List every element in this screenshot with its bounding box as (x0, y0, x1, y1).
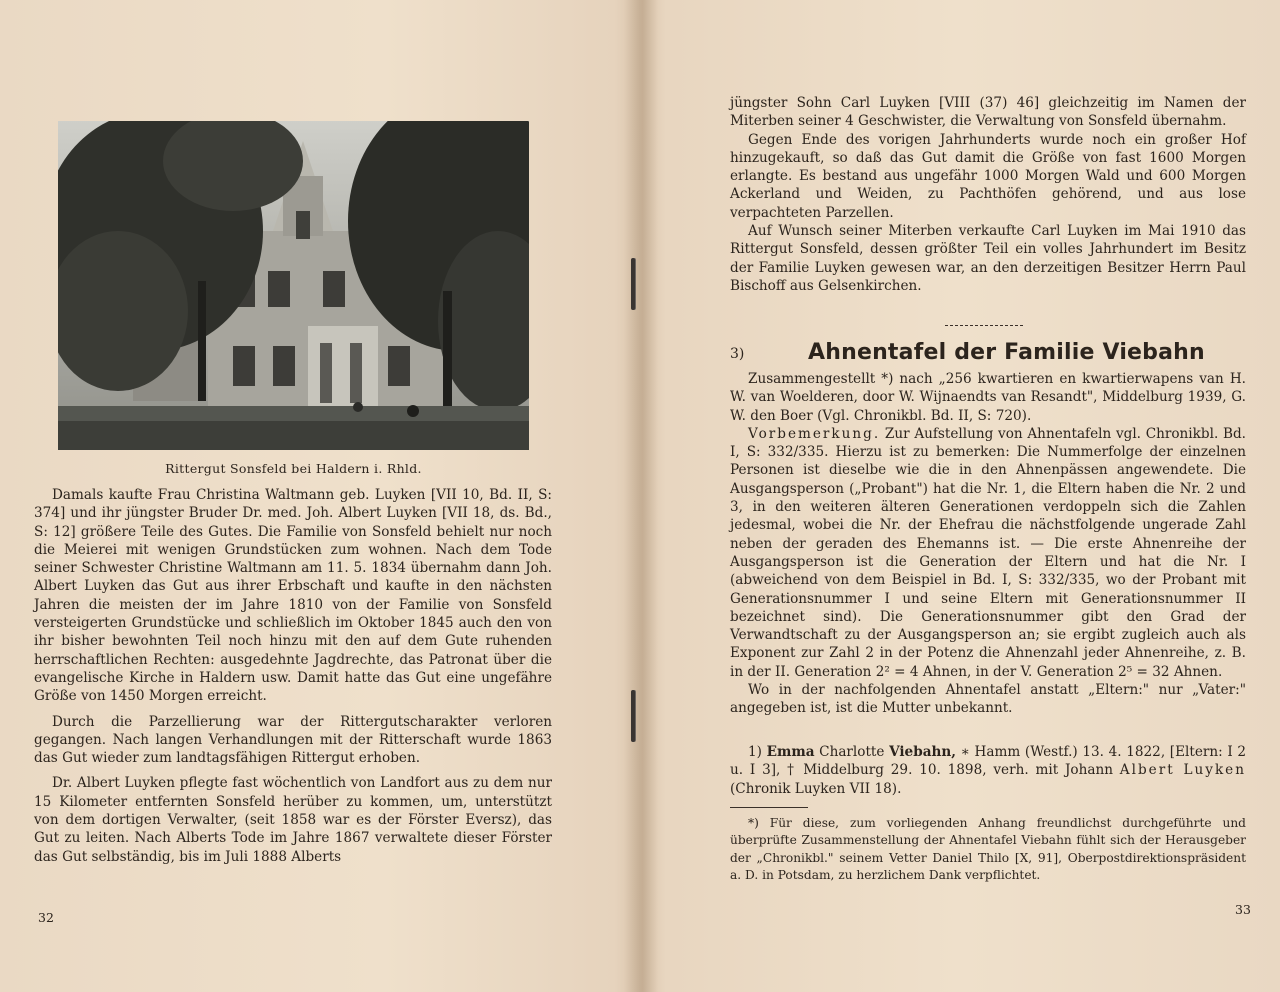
ahnentafel-intro (730, 370, 1246, 718)
paragraph: Auf Wunsch seiner Miterben verkaufte Carl Luyken im Mai 1910 das Rittergut Sonsfeld, dessen größter Teil ein volles Jahrhundert im Besitz der Familie Luyken gewesen war, an den derzeitigen Besitzer Herrn Paul Bischoff aus Gelsenkirchen. (730, 223, 1246, 294)
paragraph: jüngster Sohn Carl Luyken [VIII (37) 46] gleichzeitig im Namen der Miterben seiner 4 Geschwister, die Verwaltung von Sonsfeld übernahm. (730, 95, 1246, 130)
page-number-left: 32 (38, 910, 54, 925)
footnote-rule (730, 807, 808, 808)
right-page-body (730, 94, 1246, 295)
section-divider (945, 325, 1023, 326)
vorbemerkung-paragraph (730, 425, 1246, 681)
left-page-body (34, 486, 552, 866)
left-page (0, 0, 630, 992)
section-title: Ahnentafel der Familie Viebahn (808, 340, 1205, 365)
entry-middle-name: Charlotte (819, 744, 885, 760)
genealogy-entry (730, 743, 1246, 798)
paragraph: Damals kaufte Frau Christina Waltmann geb. Luyken [VII 10, Bd. II, S: 374] und ihr jüngster Bruder Dr. med. Joh. Albert Luyken [VII 18, ds. Bd., S: 12] größere Teile des Gutes. Die Familie von Sonsfeld behielt nur noch die Meierei mit wenigen Grundstücken zum wohnen. Nach dem Tode seiner Schwester Christine Waltmann am 11. 5. 1834 übernahm dann Joh. Albert Luyken das Gut aus ihrer Erbschaft und kaufte in den nächsten Jahren die meisten der im Jahre 1810 von der Familie von Sonsfeld versteigerten Grundstücke und schließlich im Oktober 1845 auch den von ihr bisher bewohnten Teil noch hinzu mit den auf dem Gute ruhenden herrschaftlichen Rechten: ausgedehnte Jagdrechte, das Patronat über die evangelische Kirche in Haldern usw. Damit hatte das Gut eine ungefähre Größe von 1450 Morgen erreicht. (34, 487, 552, 705)
vorbemerkung-label: Vorbemerkung. (748, 425, 881, 442)
entry-details: ∗ Hamm (Westf.) 13. 4. 1822, [Eltern: I 2 u. I 3], † Middelburg 29. 10. 1898, verh. mit Johann (730, 744, 1246, 779)
page-number-right: 33 (1235, 902, 1251, 917)
paragraph: Gegen Ende des vorigen Jahrhunderts wurde noch ein großer Hof hinzugekauft, so daß das Gut damit die Größe von fast 1600 Morgen erlangte. Es bestand aus ungefähr 1000 Morgen Wald und 600 Morgen Ackerland und Weiden, zu Pachthöfen gehörend, und aus lose verpachteten Parzellen. (730, 131, 1246, 221)
entry-spouse: Albert Luyken (1119, 762, 1246, 779)
entry-first-name: Emma (766, 744, 815, 760)
entry-surname: Viebahn, (889, 744, 957, 760)
paragraph: Wo in der nachfolgenden Ahnentafel anstatt „Eltern:" nur „Vater:" angegeben ist, ist die Mutter unbekannt. (730, 682, 1246, 717)
section-heading (730, 340, 1246, 370)
paragraph: Zusammengestellt *) nach „256 kwartieren en kwartierwapens van H. W. van Woelderen, door W. Wijnaendts van Resandt", Middelburg 1939, G. W. den Boer (Vgl. Chronikbl. Bd. II, S: 720). (730, 371, 1246, 424)
right-page (650, 0, 1280, 992)
photo-caption: Rittergut Sonsfeld bei Haldern i. Rhld. (165, 461, 422, 476)
footnote-text: *) Für diese, zum vorliegenden Anhang freundlichst durchgeführte und überprüfte Zusammenstellung der Ahnentafel Viebahn fühlt sich der Herausgeber der „Chronikbl." seinem Vetter Daniel Thilo [X, 91], Oberpostdirektionspräsident a. D. in Potsdam, zu herzlichem Dank verpflichtet. (730, 816, 1246, 883)
footnote (730, 815, 1246, 885)
entry-paragraph (730, 743, 1246, 798)
vorbemerkung-text: Zur Aufstellung von Ahnentafeln vgl. Chronikbl. Bd. I, S: 332/335. Hierzu ist zu bemerken: Die Nummerfolge der einzelnen Personen ist dieselbe wie die in den Ahnenpässen angewendete. Die Ausgangsperson („Probant") hat die Nr. 1, die Eltern haben die Nr. 2 und 3, in den weiteren älteren Generationen verdoppeln sich die Zahlen jedesmal, wobei die Nr. der Ehefrau die nächstfolgende ungerade Zahl neben der geraden des Ehemanns ist. — Die erste Ahnenreihe der Ausgangsperson ist die Generation der Eltern und hat die Nr. I (abweichend von dem Beispiel in Bd. I, S: 332/335, wo der Probant mit Generationsnummer I und seine Eltern mit Generationsnummer II bezeichnet sind). Die Generationsnummer gibt den Grad der Verwandtschaft zu der Ausgangsperson an; sie ergibt zugleich auch als Exponent zur Zahl 2 in der Potenz die Ahnenzahl jeder Ahnenreihe, z. B. in der II. Generation 2² = 4 Ahnen, in der V. Generation 2⁵ = 32 Ahnen. (730, 425, 1246, 680)
entry-number: 1) (748, 744, 762, 760)
manor-house-photo (58, 121, 529, 450)
paragraph: Dr. Albert Luyken pflegte fast wöchentlich von Landfort aus zu dem nur 15 Kilometer entfernten Sonsfeld herüber zu kommen, um, unterstützt von dem dortigen Verwalter, (seit 1858 war es der Förster Eversz), das Gut zu leiten. Nach Alberts Tode im Jahre 1867 verwaltete dieser Förster das Gut selbständig, bis im Juli 1888 Alberts (34, 775, 552, 865)
paragraph: Durch die Parzellierung war der Rittergutscharakter verloren gegangen. Nach langen Verhandlungen mit der Ritterschaft wurde 1863 das Gut wieder zum landtagsfähigen Rittergut erhoben. (34, 713, 552, 767)
section-number: 3) (730, 346, 745, 362)
entry-spouse-ref: (Chronik Luyken VII 18). (730, 780, 902, 797)
